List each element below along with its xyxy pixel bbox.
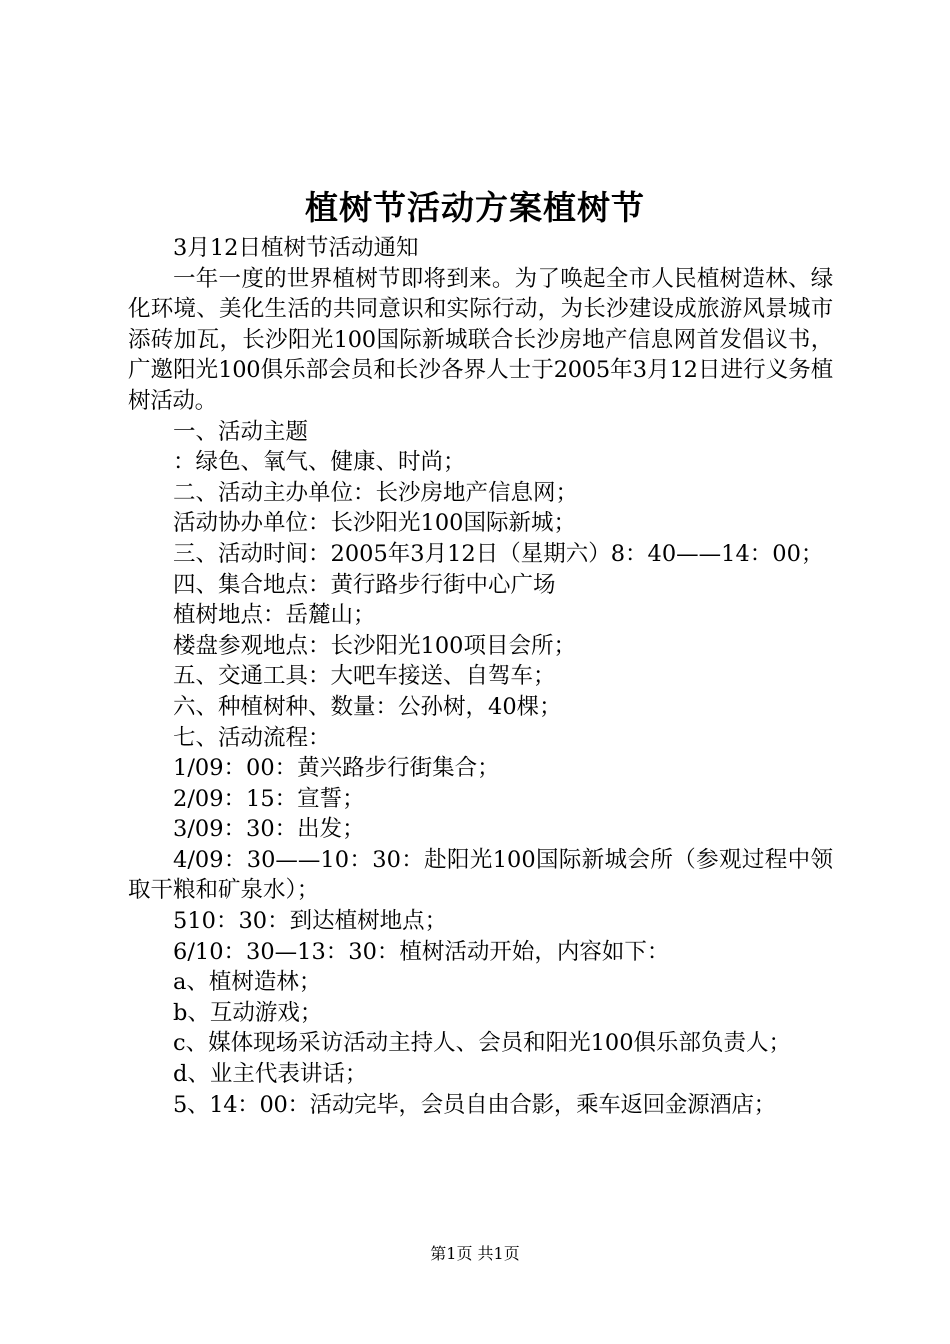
paragraph-sub-item-b: b、互动游戏；: [173, 999, 323, 1026]
paragraph-intro: 一年一度的世界植树节即将到来。为了唤起全市人民植树造林、绿化环境、美化生活的共同意识和实际行动，为长沙建设成旅游风景城市添砖加瓦，长沙阳光100国际新城联合长沙房地产信息网首发倡议书，广邀阳光100俱乐部会员和长沙各界人士于2005年3月12日进行义务植树活动。: [128, 265, 833, 414]
paragraph-process-step-2: 2/09：15：宣誓；: [173, 785, 365, 812]
paragraph-process-end: 5、14：00：活动完毕，会员自由合影，乘车返回金源酒店；: [173, 1091, 776, 1118]
paragraph-theme-content: ：绿色、氧气、健康、时尚；: [173, 449, 466, 476]
document-body: [128, 233, 833, 1120]
paragraph-section-theme: 一、活动主题: [173, 418, 309, 445]
paragraph-process-heading: 七、活动流程：: [173, 724, 331, 751]
paragraph-sub-item-d: d、业主代表讲话；: [173, 1061, 368, 1088]
paragraph-process-step-5: 510：30：到达植树地点；: [173, 908, 448, 935]
page-footer: 第1页 共1页: [430, 1244, 520, 1263]
paragraph-process-step-1: 1/09：00：黄兴路步行街集合；: [173, 755, 500, 782]
document-title: 植树节活动方案植树节: [305, 188, 645, 227]
paragraph-process-step-4: 4/09：30——10：30：赴阳光100国际新城会所（参观过程中领取干粮和矿泉水）；: [128, 846, 833, 904]
paragraph-co-organizer: 活动协办单位：长沙阳光100国际新城；: [173, 510, 576, 537]
paragraph-planting-place: 植树地点：岳麓山；: [173, 602, 376, 629]
paragraph-organizer: 二、活动主办单位：长沙房地产信息网；: [173, 479, 579, 506]
paragraph-sub-item-c: c、媒体现场采访活动主持人、会员和阳光100俱乐部负责人；: [173, 1030, 792, 1057]
paragraph-tree-species: 六、种植树种、数量：公孙树，40棵；: [173, 693, 562, 720]
paragraph-time: 三、活动时间：2005年3月12日（星期六）8：40——14：00；: [173, 540, 824, 567]
paragraph-process-step-3: 3/09：30：出发；: [173, 816, 365, 843]
paragraph-process-step-6: 6/10：30—13：30：植树活动开始，内容如下：: [173, 938, 670, 965]
paragraph-notice-heading: 3月12日植树节活动通知: [173, 235, 419, 261]
paragraph-visit-place: 楼盘参观地点：长沙阳光100项目会所；: [173, 632, 576, 659]
paragraph-meeting-place: 四、集合地点：黄行路步行街中心广场: [173, 571, 556, 598]
paragraph-transport: 五、交通工具：大吧车接送、自驾车；: [173, 663, 556, 690]
paragraph-sub-item-a: a、植树造林；: [173, 969, 322, 996]
